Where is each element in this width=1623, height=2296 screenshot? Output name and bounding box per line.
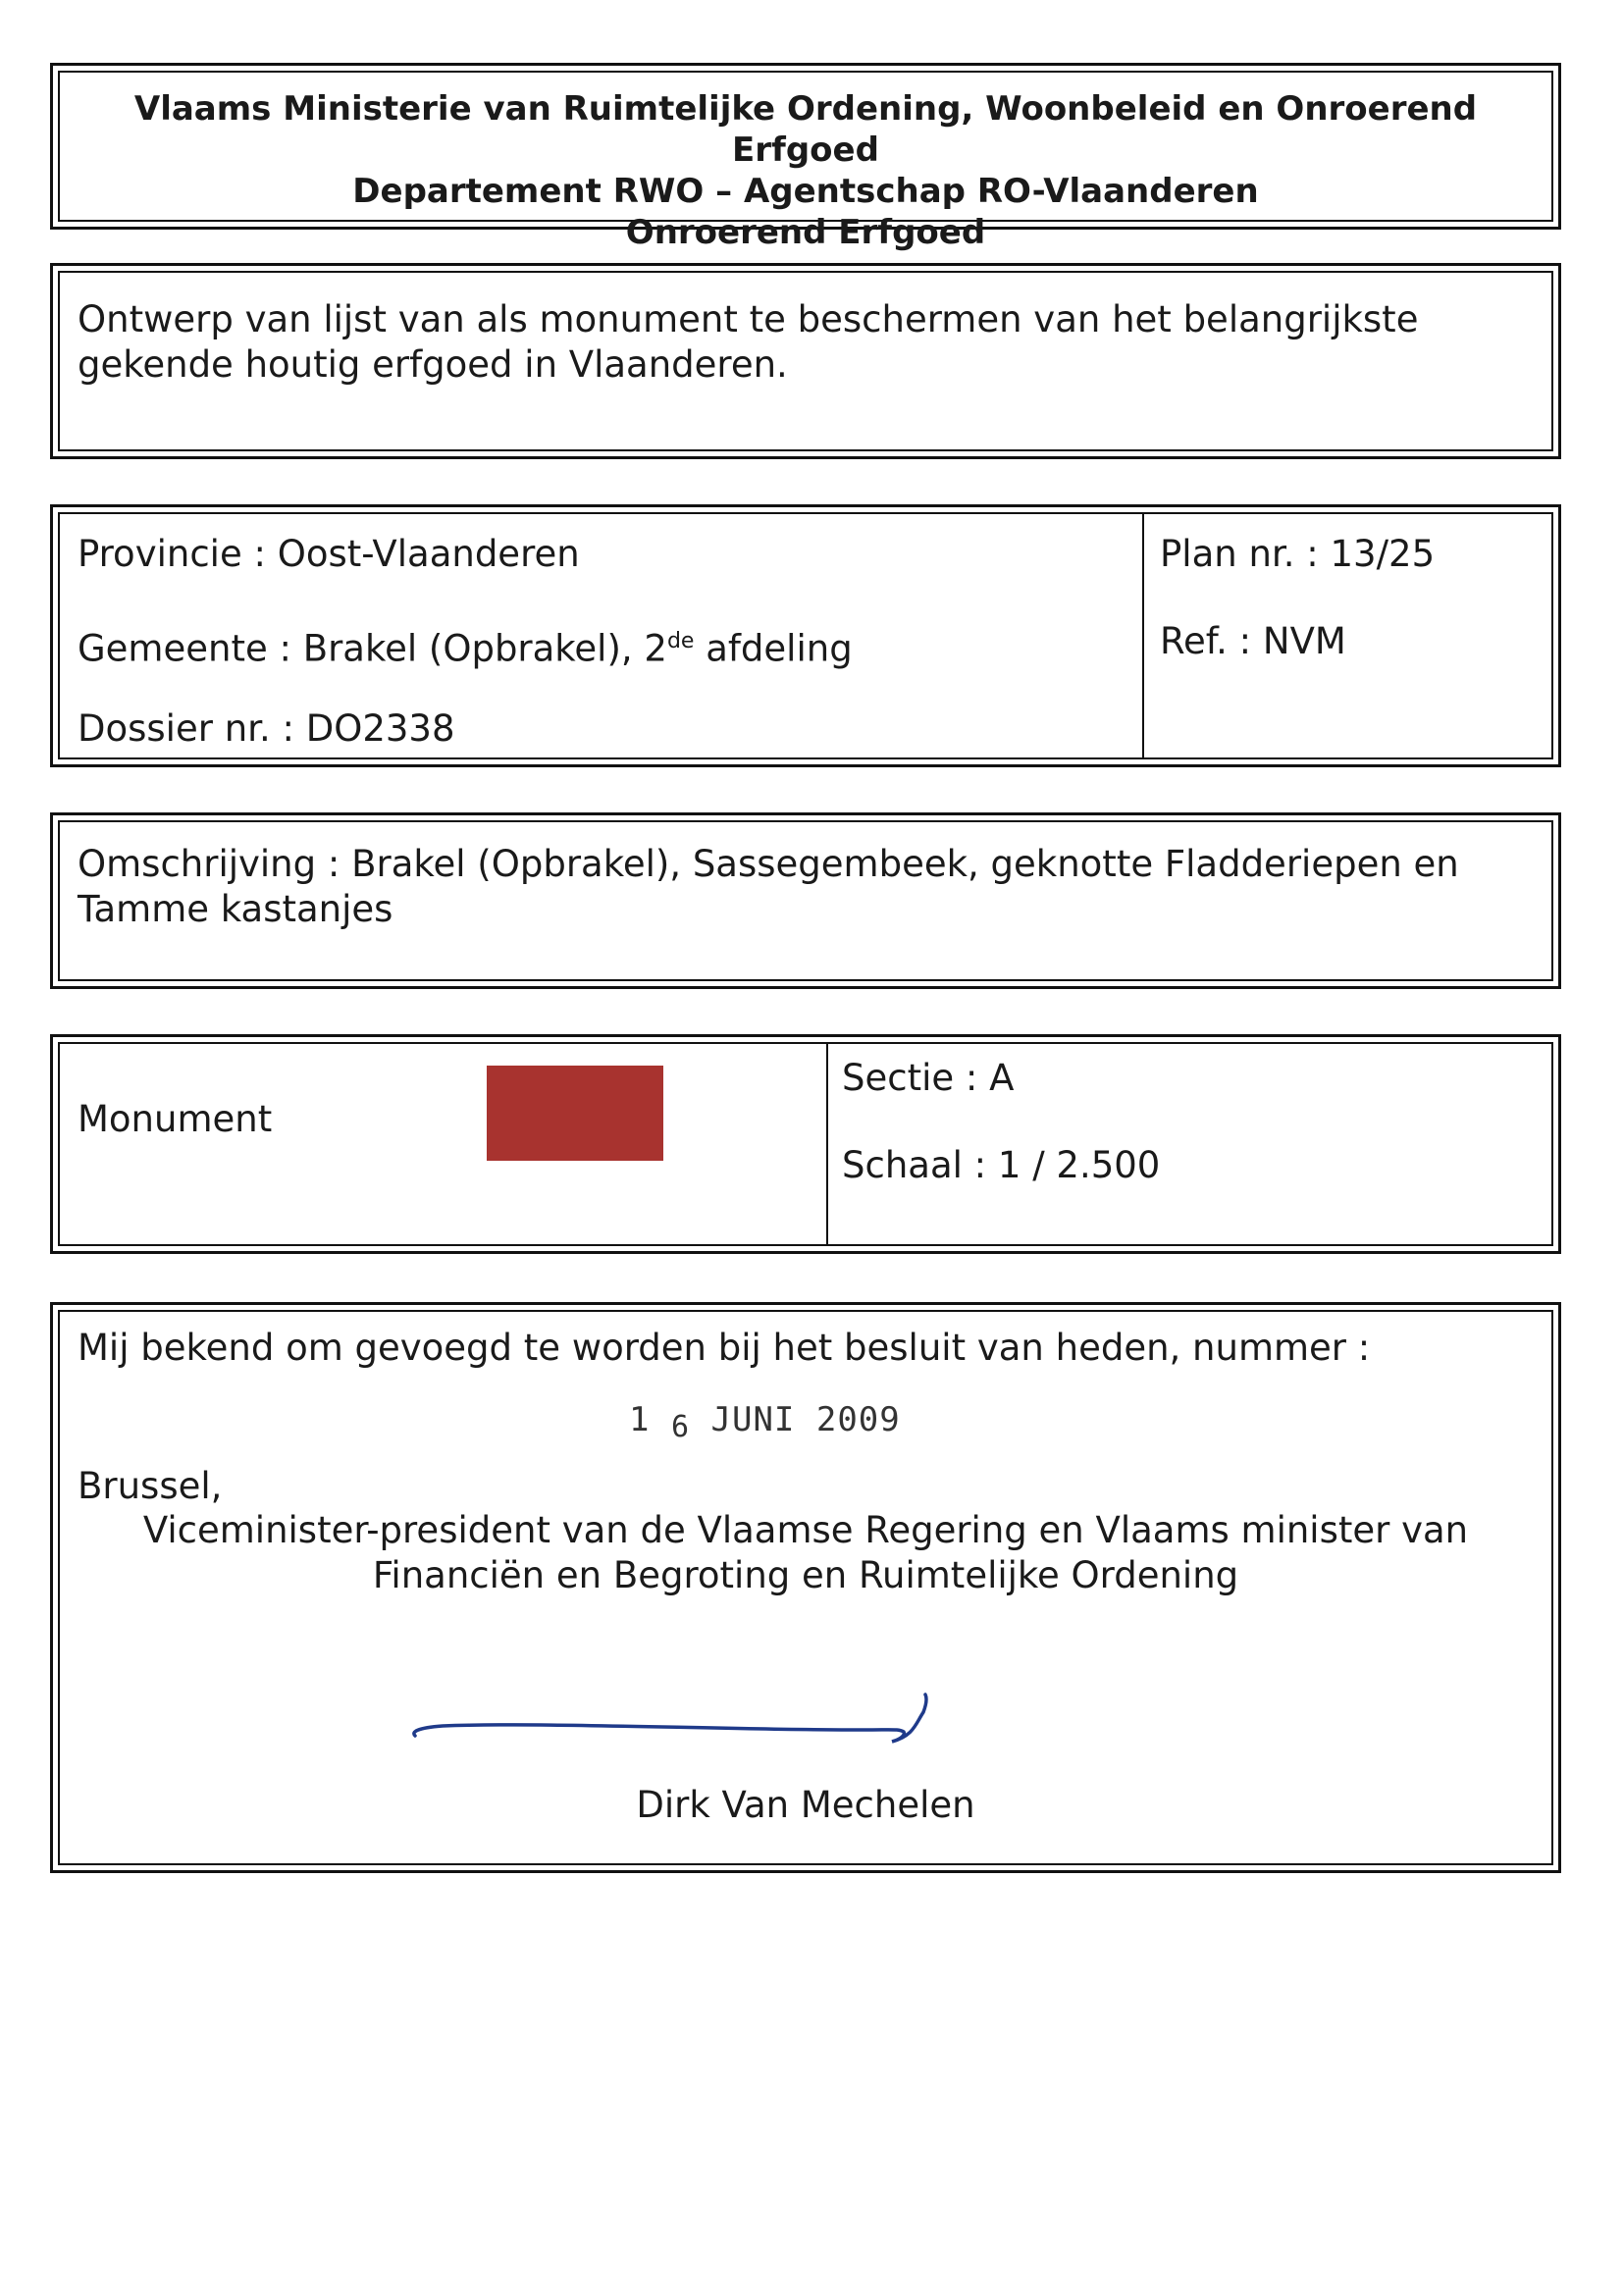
date-stamp-day-2: 6 [670,1410,691,1444]
minister-title-line-1: Viceminister-president van de Vlaamse Regering en Vlaams minister van [142,1509,1469,1551]
city-label: Brussel, [78,1465,223,1507]
info-inner [58,512,1553,759]
minister-title-line-2: Financiën en Begroting en Ruimtelijke Ordening [372,1554,1239,1596]
header-inner [58,71,1553,252]
description-text: Omschrijving : Brakel (Opbrakel), Sassegembeek, geknotte Fladderiepen en Tamme kastanjes [58,820,1553,981]
info-left [60,514,1144,757]
legend-inner [58,1042,1553,1246]
monument-color-swatch [487,1066,663,1161]
intro-box [50,263,1561,459]
dossier-field: Dossier nr. : DO2338 [78,707,455,750]
legend-box [50,1034,1561,1254]
gemeente-text: Gemeente : Brakel (Opbrakel), 2 [78,627,667,670]
signature-box [50,1302,1561,1873]
schaal-field: Schaal : 1 / 2.500 [842,1144,1161,1186]
plan-number-field: Plan nr. : 13/25 [1160,533,1436,575]
description-box [50,812,1561,989]
department-name: Departement RWO – Agentschap RO-Vlaanderen [352,172,1259,211]
approval-statement: Mij bekend om gevoegd te worden bij het besluit van heden, nummer : [78,1327,1371,1369]
date-stamp-month-year: JUNI 2009 [710,1400,901,1439]
header-box [50,63,1561,252]
intro-text: Ontwerp van lijst van als monument te beschermen van het belangrijkste gekende houtig erfgoed in Vlaanderen. [58,271,1553,451]
agency-name: Onroerend Erfgoed [625,213,986,252]
sectie-field: Sectie : A [842,1057,1015,1099]
monument-label: Monument [78,1098,273,1140]
ministry-name: Vlaams Ministerie van Ruimtelijke Ordening, Woonbeleid en Onroerend Erfgoed [133,89,1478,170]
date-stamp-day-1: 1 [629,1400,651,1439]
info-right [1144,514,1551,757]
reference-field: Ref. : NVM [1160,620,1346,662]
date-stamp [629,1400,901,1444]
handwritten-signature [403,1675,972,1763]
provincie-field: Provincie : Oost-Vlaanderen [78,533,580,575]
info-box [50,504,1561,767]
signature-inner [58,1310,1553,1865]
gemeente-suffix: afdeling [694,627,853,670]
gemeente-field [78,619,1125,706]
legend-left [60,1044,828,1244]
legend-right [828,1044,1551,1244]
signer-name: Dirk Van Mechelen [636,1784,975,1826]
gemeente-superscript: de [666,629,695,653]
minister-title [60,1508,1551,1598]
